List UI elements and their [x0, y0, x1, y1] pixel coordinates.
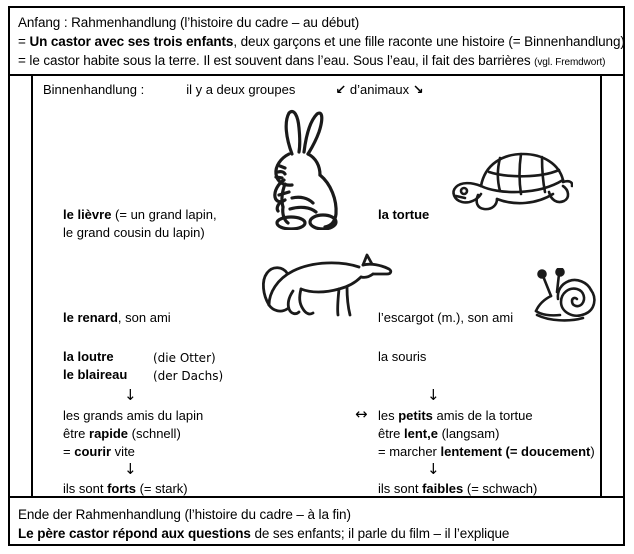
right-conclusion-bold: faibles: [422, 481, 464, 496]
left-summary-3-bold: courir: [74, 444, 112, 459]
snail-label: l’escargot (m.), son ami: [378, 310, 514, 325]
left-rail-column: [10, 76, 33, 496]
snail-illustration: [527, 268, 605, 326]
header-line-2-prefix: =: [18, 34, 30, 49]
right-summary-line-2: [378, 426, 499, 442]
left-arrow-down-1: ↓: [124, 386, 137, 404]
left-conclusion: [63, 481, 188, 497]
fox-label-bold: le renard: [63, 310, 118, 325]
right-conclusion-pre: ils sont: [378, 481, 423, 496]
right-summary-1-bold: petits: [398, 408, 433, 423]
right-summary-2-post: (langsam): [437, 426, 500, 441]
header-line-2: [18, 32, 625, 51]
left-summary-line-2: [63, 426, 181, 442]
footer-line-1: Ende der Rahmenhandlung (l’histoire du cadre – à la fin): [18, 507, 351, 522]
fox-label: [63, 310, 171, 326]
header-cell: [10, 8, 623, 76]
right-summary-line-1: [378, 408, 533, 424]
header-line-3: [18, 51, 615, 72]
header-line-3-note: (vgl. Fremdwort): [534, 57, 606, 68]
otter-german: (die Otter): [153, 351, 216, 365]
badger-german: (der Dachs): [153, 369, 224, 383]
left-conclusion-post: (= stark): [135, 481, 188, 496]
right-summary-3-pre: = marcher: [378, 444, 441, 459]
hare-illustration: [248, 108, 358, 230]
middle-cell: [10, 76, 623, 496]
footer-line-2: [18, 524, 615, 543]
middle-content: [33, 76, 600, 496]
left-summary-2-pre: être: [63, 426, 90, 441]
fox-label-rest: , son ami: [117, 310, 171, 325]
mouse-label: la souris: [378, 349, 427, 364]
right-summary-1-post: amis de la tortue: [432, 408, 533, 423]
left-summary-2-bold: rapide: [89, 426, 129, 441]
right-conclusion: [378, 481, 537, 497]
header-line-2-bold: Un castor avec ses trois enfants: [29, 34, 234, 49]
binnenhandlung-header: [43, 82, 424, 98]
arrow-down-right-icon: ↘: [412, 83, 424, 98]
animaux-label: d’animaux: [349, 82, 410, 97]
hare-label-rest: (= un grand lapin,: [111, 207, 217, 222]
fox-illustration: [255, 251, 395, 321]
tortoise-label: la tortue: [378, 207, 430, 222]
hare-label-bold: le lièvre: [63, 207, 112, 222]
right-summary-3-post: ): [590, 444, 595, 459]
binnenhandlung-label: Binnenhandlung :: [43, 82, 145, 97]
footer-line-2-bold: Le père castor répond aux questions: [18, 526, 251, 541]
badger-label: le blaireau: [63, 367, 128, 382]
right-arrow-down-1: ↓: [427, 386, 440, 404]
right-summary-line-3: [378, 444, 595, 460]
tortoise-illustration: [445, 148, 573, 214]
hare-label-line2: le grand cousin du lapin): [63, 225, 205, 240]
right-arrow-down-2: ↓: [427, 460, 440, 478]
animaux-arrows: [335, 82, 423, 98]
right-summary-1-pre: les: [378, 408, 399, 423]
left-conclusion-pre: ils sont: [63, 481, 108, 496]
right-conclusion-post: (= schwach): [463, 481, 538, 496]
header-line-1: Anfang : Rahmenhandlung (l’histoire du cadre – au début): [18, 15, 360, 30]
right-summary-2-pre: être: [378, 426, 405, 441]
left-summary-line-3: [63, 444, 135, 460]
groups-label: il y a deux groupes: [186, 82, 296, 97]
left-summary-2-post: (schnell): [128, 426, 181, 441]
right-summary-2-bold: lent,e: [404, 426, 438, 441]
otter-label: la loutre: [63, 349, 114, 364]
right-summary-3-bold: lentement (= doucement: [440, 444, 591, 459]
header-line-2-rest: , deux garçons et une fille raconte une histoire (= Binnenhandlung): [233, 34, 625, 49]
footer-line-2-rest: de ses enfants; il parle du film – il l’explique: [250, 526, 510, 541]
hare-label: [63, 207, 217, 223]
left-summary-3-post: vite: [111, 444, 135, 459]
left-summary-line-1: les grands amis du lapin: [63, 408, 204, 423]
footer-cell: [10, 496, 623, 544]
arrow-down-left-icon: ↙: [335, 83, 347, 98]
worksheet-table: [8, 6, 625, 546]
left-summary-3-pre: =: [63, 444, 75, 459]
left-arrow-down-2: ↓: [124, 460, 137, 478]
left-conclusion-bold: forts: [107, 481, 136, 496]
header-line-3-text: = le castor habite sous la terre. Il est souvent dans l’eau. Sous l’eau, il fait des barrières: [18, 53, 531, 68]
comparison-arrow-icon: ↔: [355, 405, 368, 423]
